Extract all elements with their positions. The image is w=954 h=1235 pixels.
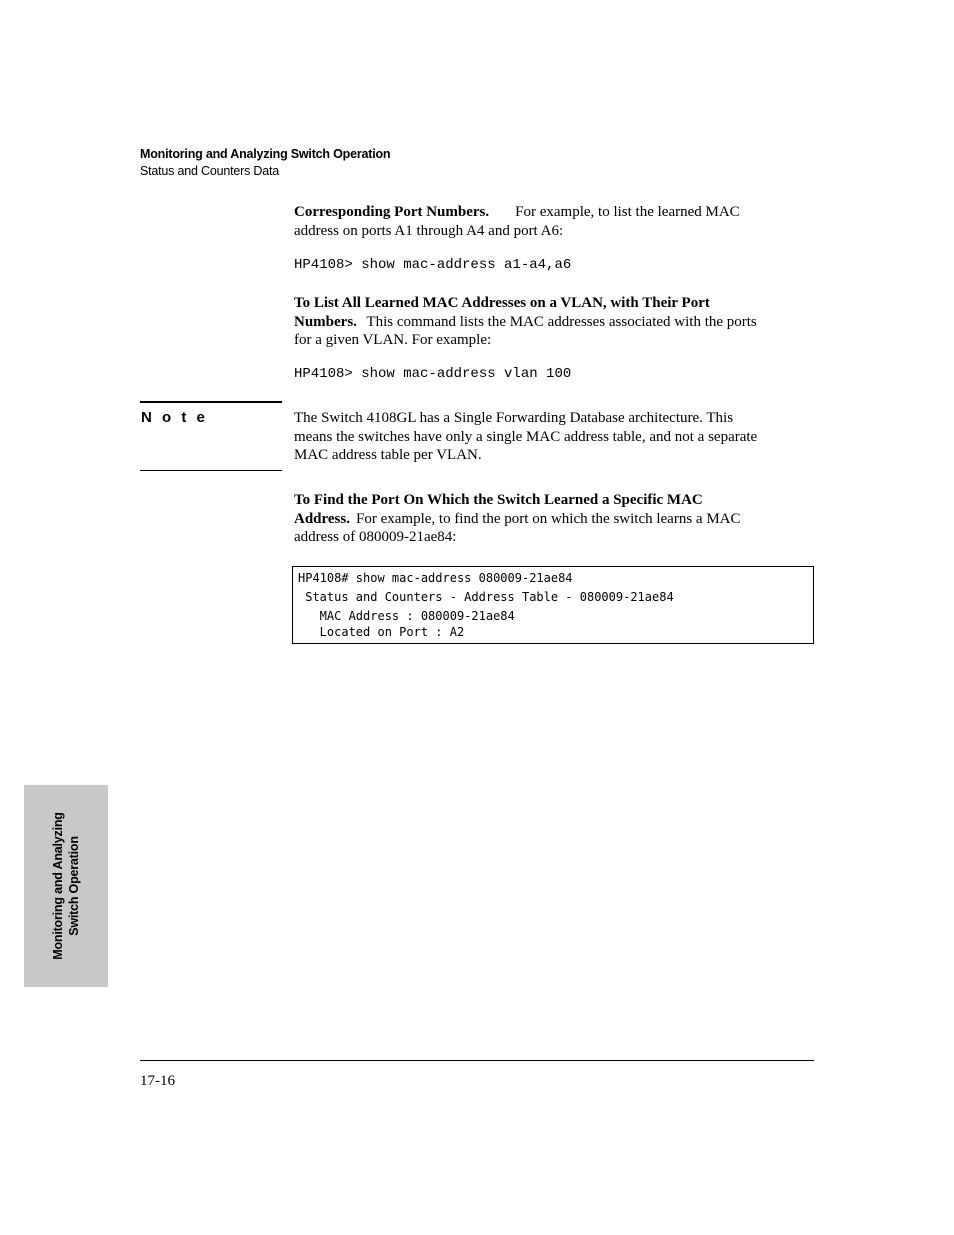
ports-text-line1: For example, to list the learned MAC [515,204,740,220]
chapter-title: Monitoring and Analyzing Switch Operation [140,147,391,161]
vlan-heading-line1: To List All Learned MAC Addresses on a VLAN, with Their Port [294,295,710,311]
note-text-line1: The Switch 4108GL has a Single Forwarding Database architecture. This [294,410,734,426]
side-tab-line1: Monitoring and Analyzing [51,812,65,960]
vlan-paragraph [294,294,816,350]
chapter-side-tab [24,785,108,987]
note-text-line2: means the switches have only a single MAC address table, and not a separate [294,428,758,445]
side-tab-line2: Switch Operation [67,836,81,936]
page-number: 17-16 [140,1073,175,1089]
ports-text-line2: address on ports A1 through A4 and port A6: [294,222,564,239]
find-port-text-line1: For example, to find the port on which the switch learns a MAC [356,510,741,527]
note-paragraph [294,409,816,465]
find-port-paragraph [294,491,816,547]
terminal-line: Status and Counters - Address Table - 080009-21ae84 [298,590,674,604]
find-port-heading-line2: Address. [294,510,350,527]
note-text-line3: MAC address table per VLAN. [294,447,482,464]
note-bottom-rule [140,470,282,471]
ports-command: HP4108> show mac-address a1-a4,a6 [294,257,572,273]
vlan-heading-line2: Numbers. [294,313,357,330]
find-port-text-line2: address of 080009-21ae84: [294,529,457,546]
find-port-heading-line1: To Find the Port On Which the Switch Learned a Specific MAC [294,492,703,508]
vlan-text-line1: This command lists the MAC addresses associated with the ports [366,313,757,330]
terminal-line: HP4108# show mac-address 080009-21ae84 [298,571,573,585]
footer-rule [140,1060,814,1061]
note-label: N o t e [141,409,208,426]
terminal-line: MAC Address : 080009-21ae84 [298,609,515,623]
vlan-command: HP4108> show mac-address vlan 100 [294,366,572,382]
side-tab-label [50,786,82,986]
vlan-text-line2: for a given VLAN. For example: [294,332,492,349]
terminal-output-box [292,566,814,644]
ports-paragraph [294,203,816,240]
ports-heading: Corresponding Port Numbers. [294,204,490,220]
section-title: Status and Counters Data [140,164,280,178]
note-top-rule [140,401,282,403]
terminal-line: Located on Port : A2 [298,625,465,639]
